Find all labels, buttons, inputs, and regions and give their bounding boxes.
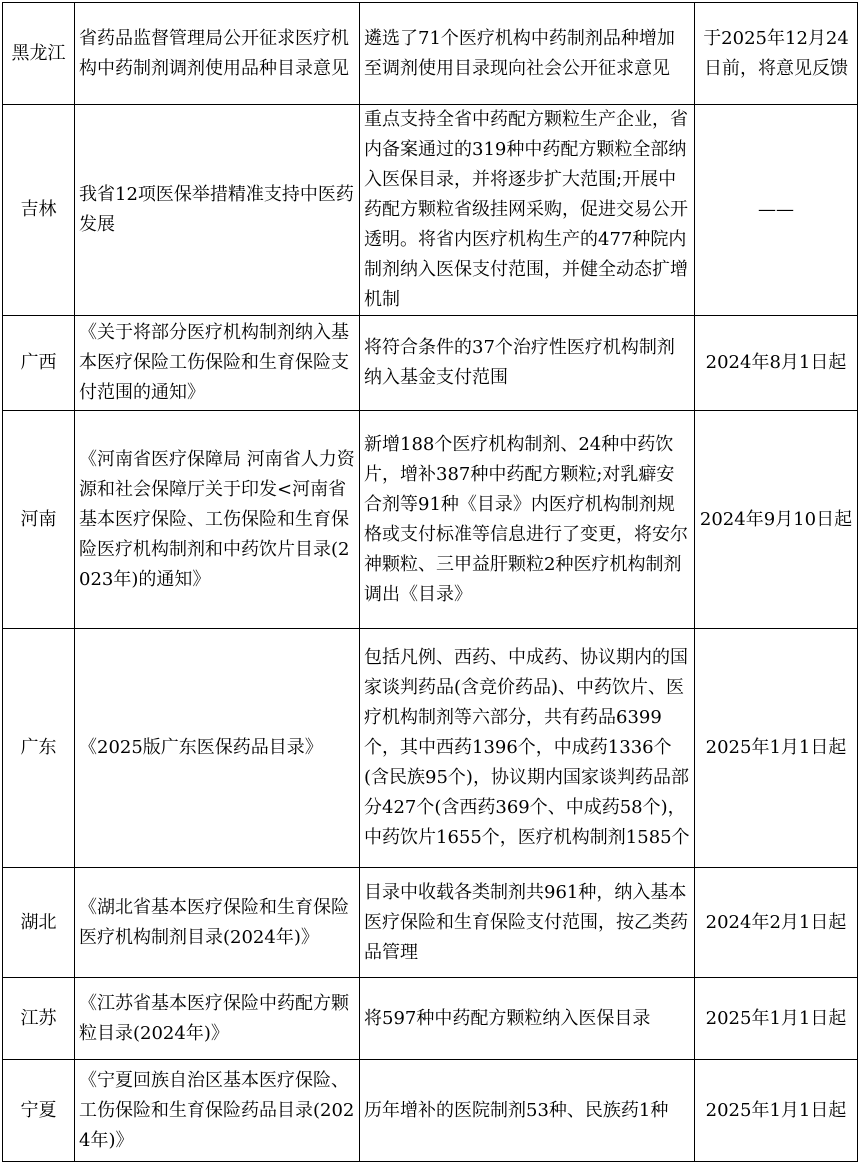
province-cell: 河南 <box>3 411 75 629</box>
province-cell: 吉林 <box>3 105 75 316</box>
date-cell <box>695 411 858 629</box>
date-text: 2025年1月1日起 <box>705 1007 847 1029</box>
date-text: —— <box>758 199 794 220</box>
table-row-jilin <box>3 105 858 316</box>
table-row-guangdong <box>3 629 858 868</box>
content-cell: 历年增补的医院制剂53种、民族药1种 <box>360 1060 695 1162</box>
content-cell: 包括凡例、西药、中成药、协议期内的国家谈判药品(含竞价药品)、中药饮片、医疗机构制剂等六部分，共有药品6399个，其中西药1396个，中成药1336个(含民族95个)，协议期内国家谈判药品部分427个(含西药369个、中成药58个)，中药饮片1655个，医疗机构制剂1585个 <box>360 629 695 868</box>
table-row-hubei <box>3 868 858 978</box>
province-cell: 宁夏 <box>3 1060 75 1162</box>
document-cell: 《2025版广东医保药品目录》 <box>75 629 360 868</box>
table-row-guangxi <box>3 316 858 411</box>
province-cell: 广西 <box>3 316 75 411</box>
content-cell: 新增188个医疗机构制剂、24种中药饮片，增补387种中药配方颗粒;对乳癖安合剂等91种《目录》内医疗机构制剂规格或支付标准等信息进行了变更，将安尔神颗粒、三甲益肝颗粒2种医疗机构制剂调出《目录》 <box>360 411 695 629</box>
province-cell: 湖北 <box>3 868 75 978</box>
date-cell <box>695 1060 858 1162</box>
policy-table <box>2 2 858 1162</box>
province-cell: 广东 <box>3 629 75 868</box>
document-cell: 《湖北省基本医疗保险和生育保险医疗机构制剂目录(2024年)》 <box>75 868 360 978</box>
document-cell: 《宁夏回族自治区基本医疗保险、工伤保险和生育保险药品目录(2024年)》 <box>75 1060 360 1162</box>
document-cell: 省药品监督管理局公开征求医疗机构中药制剂调剂使用品种目录意见 <box>75 3 360 105</box>
date-text: 2025年1月1日起 <box>705 737 847 758</box>
table-row-heilongjiang <box>3 3 858 105</box>
date-text: 2024年8月1日起 <box>705 352 847 373</box>
content-cell: 将符合条件的37个治疗性医疗机构制剂纳入基金支付范围 <box>360 316 695 411</box>
date-cell <box>695 105 858 316</box>
province-cell: 黑龙江 <box>3 3 75 105</box>
date-cell <box>695 629 858 868</box>
date-cell <box>695 978 858 1060</box>
table-row-ningxia <box>3 1060 858 1162</box>
table-row-henan <box>3 411 858 629</box>
document-cell: 我省12项医保举措精准支持中医药发展 <box>75 105 360 316</box>
document-cell: 《河南省医疗保障局 河南省人力资源和社会保障厅关于印发<河南省基本医疗保险、工伤保险和生育保险医疗机构制剂和中药饮片目录(2023年)的通知》 <box>75 411 360 629</box>
date-cell <box>695 3 858 105</box>
table-row-jiangsu <box>3 978 858 1060</box>
date-cell <box>695 868 858 978</box>
content-cell: 遴选了71个医疗机构中药制剂品种增加至调剂使用目录现向社会公开征求意见 <box>360 3 695 105</box>
document-cell: 《江苏省基本医疗保险中药配方颗粒目录(2024年)》 <box>75 978 360 1060</box>
date-text: 2024年2月1日起 <box>705 911 847 933</box>
date-text: 2025年1月1日起 <box>705 1099 847 1121</box>
content-cell: 目录中收载各类制剂共961种，纳入基本医疗保险和生育保险支付范围，按乙类药品管理 <box>360 868 695 978</box>
content-cell: 重点支持全省中药配方颗粒生产企业，省内备案通过的319种中药配方颗粒全部纳入医保目录，并将逐步扩大范围;开展中药配方颗粒省级挂网采购，促进交易公开透明。将省内医疗机构生产的477种院内制剂纳入医保支付范围，并健全动态扩增机制 <box>360 105 695 316</box>
date-cell <box>695 316 858 411</box>
date-text: 2024年9月10日起 <box>699 508 853 530</box>
content-cell: 将597种中药配方颗粒纳入医保目录 <box>360 978 695 1060</box>
date-text: 于2025年12月24日前，将意见反馈 <box>703 27 849 79</box>
document-cell: 《关于将部分医疗机构制剂纳入基本医疗保险工伤保险和生育保险支付范围的通知》 <box>75 316 360 411</box>
province-cell: 江苏 <box>3 978 75 1060</box>
